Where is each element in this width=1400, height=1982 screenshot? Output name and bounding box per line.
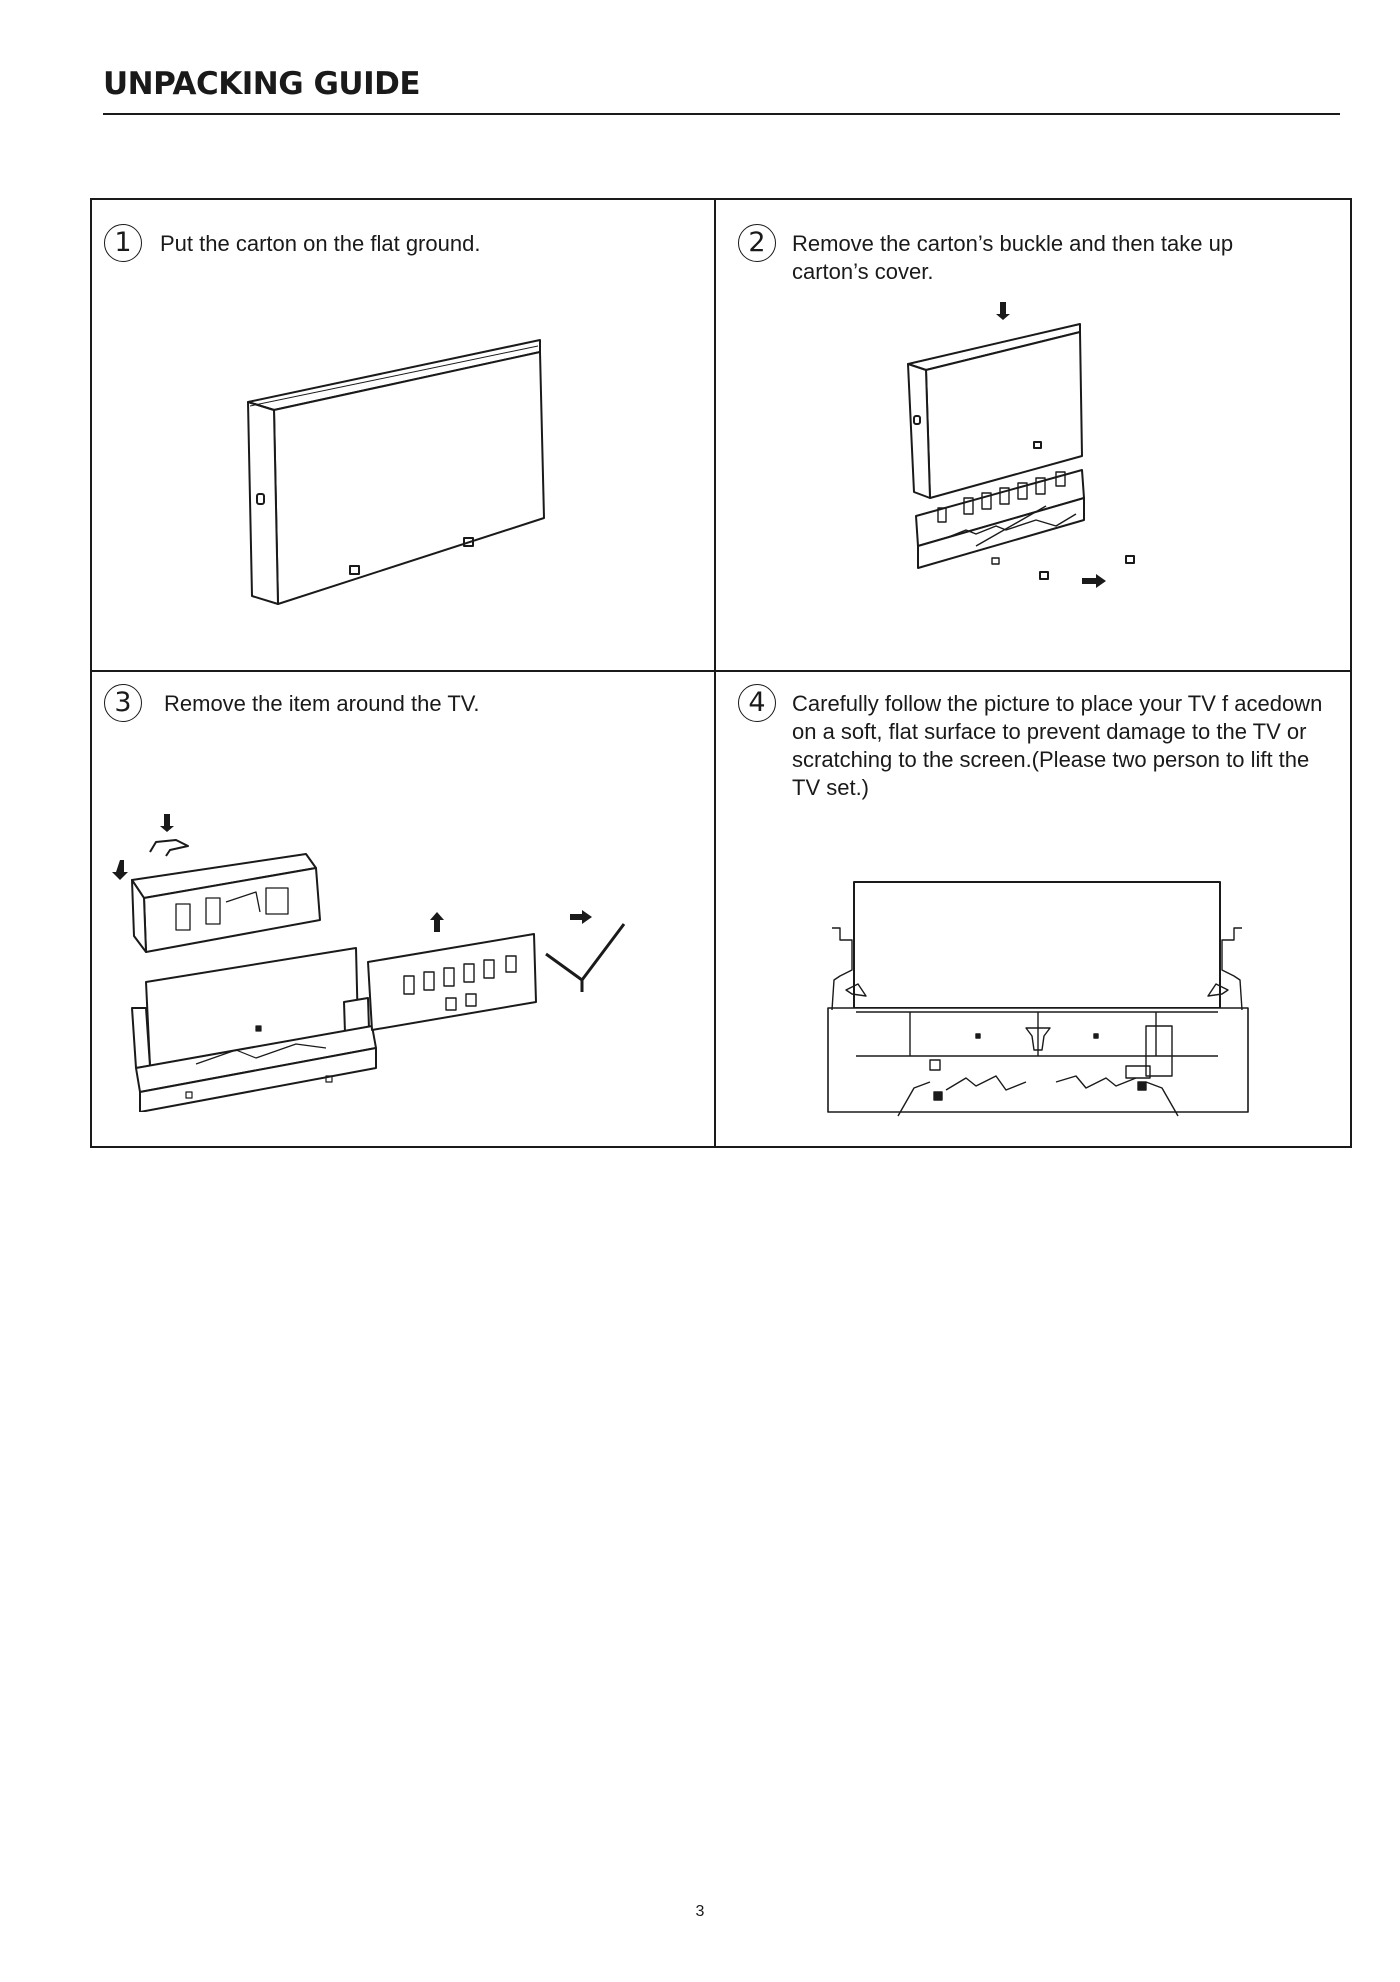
step-4-number: 4 [738, 684, 776, 722]
step-1-text: Put the carton on the flat ground. [160, 231, 481, 256]
step-2-cell [716, 200, 1352, 670]
step-2-number: 2 [738, 224, 776, 262]
packing-items-removal-icon [106, 812, 706, 1112]
step-3-number: 3 [104, 684, 142, 722]
step-3-cell [92, 672, 714, 1148]
step-3-text: Remove the item around the TV. [164, 691, 480, 716]
carton-cover-lift-icon [906, 300, 1146, 590]
title-rule [103, 113, 1340, 115]
step-4-text: Carefully follow the picture to place your TV f acedown on a soft, flat surface to prevent damage to the TV or scratching to the screen.(Please two person to lift the TV set.) [792, 691, 1323, 800]
page-title: UNPACKING GUIDE [103, 66, 421, 102]
step-2-text: Remove the carton’s buckle and then take up carton’s cover. [792, 231, 1234, 284]
step-1-cell [92, 200, 714, 670]
carton-box-icon [242, 330, 572, 620]
page-number: 3 [695, 1903, 705, 1920]
tv-facedown-icon [826, 880, 1256, 1120]
step-1-number: 1 [104, 224, 142, 262]
step-4-cell [716, 672, 1352, 1148]
steps-grid [90, 198, 1352, 1148]
